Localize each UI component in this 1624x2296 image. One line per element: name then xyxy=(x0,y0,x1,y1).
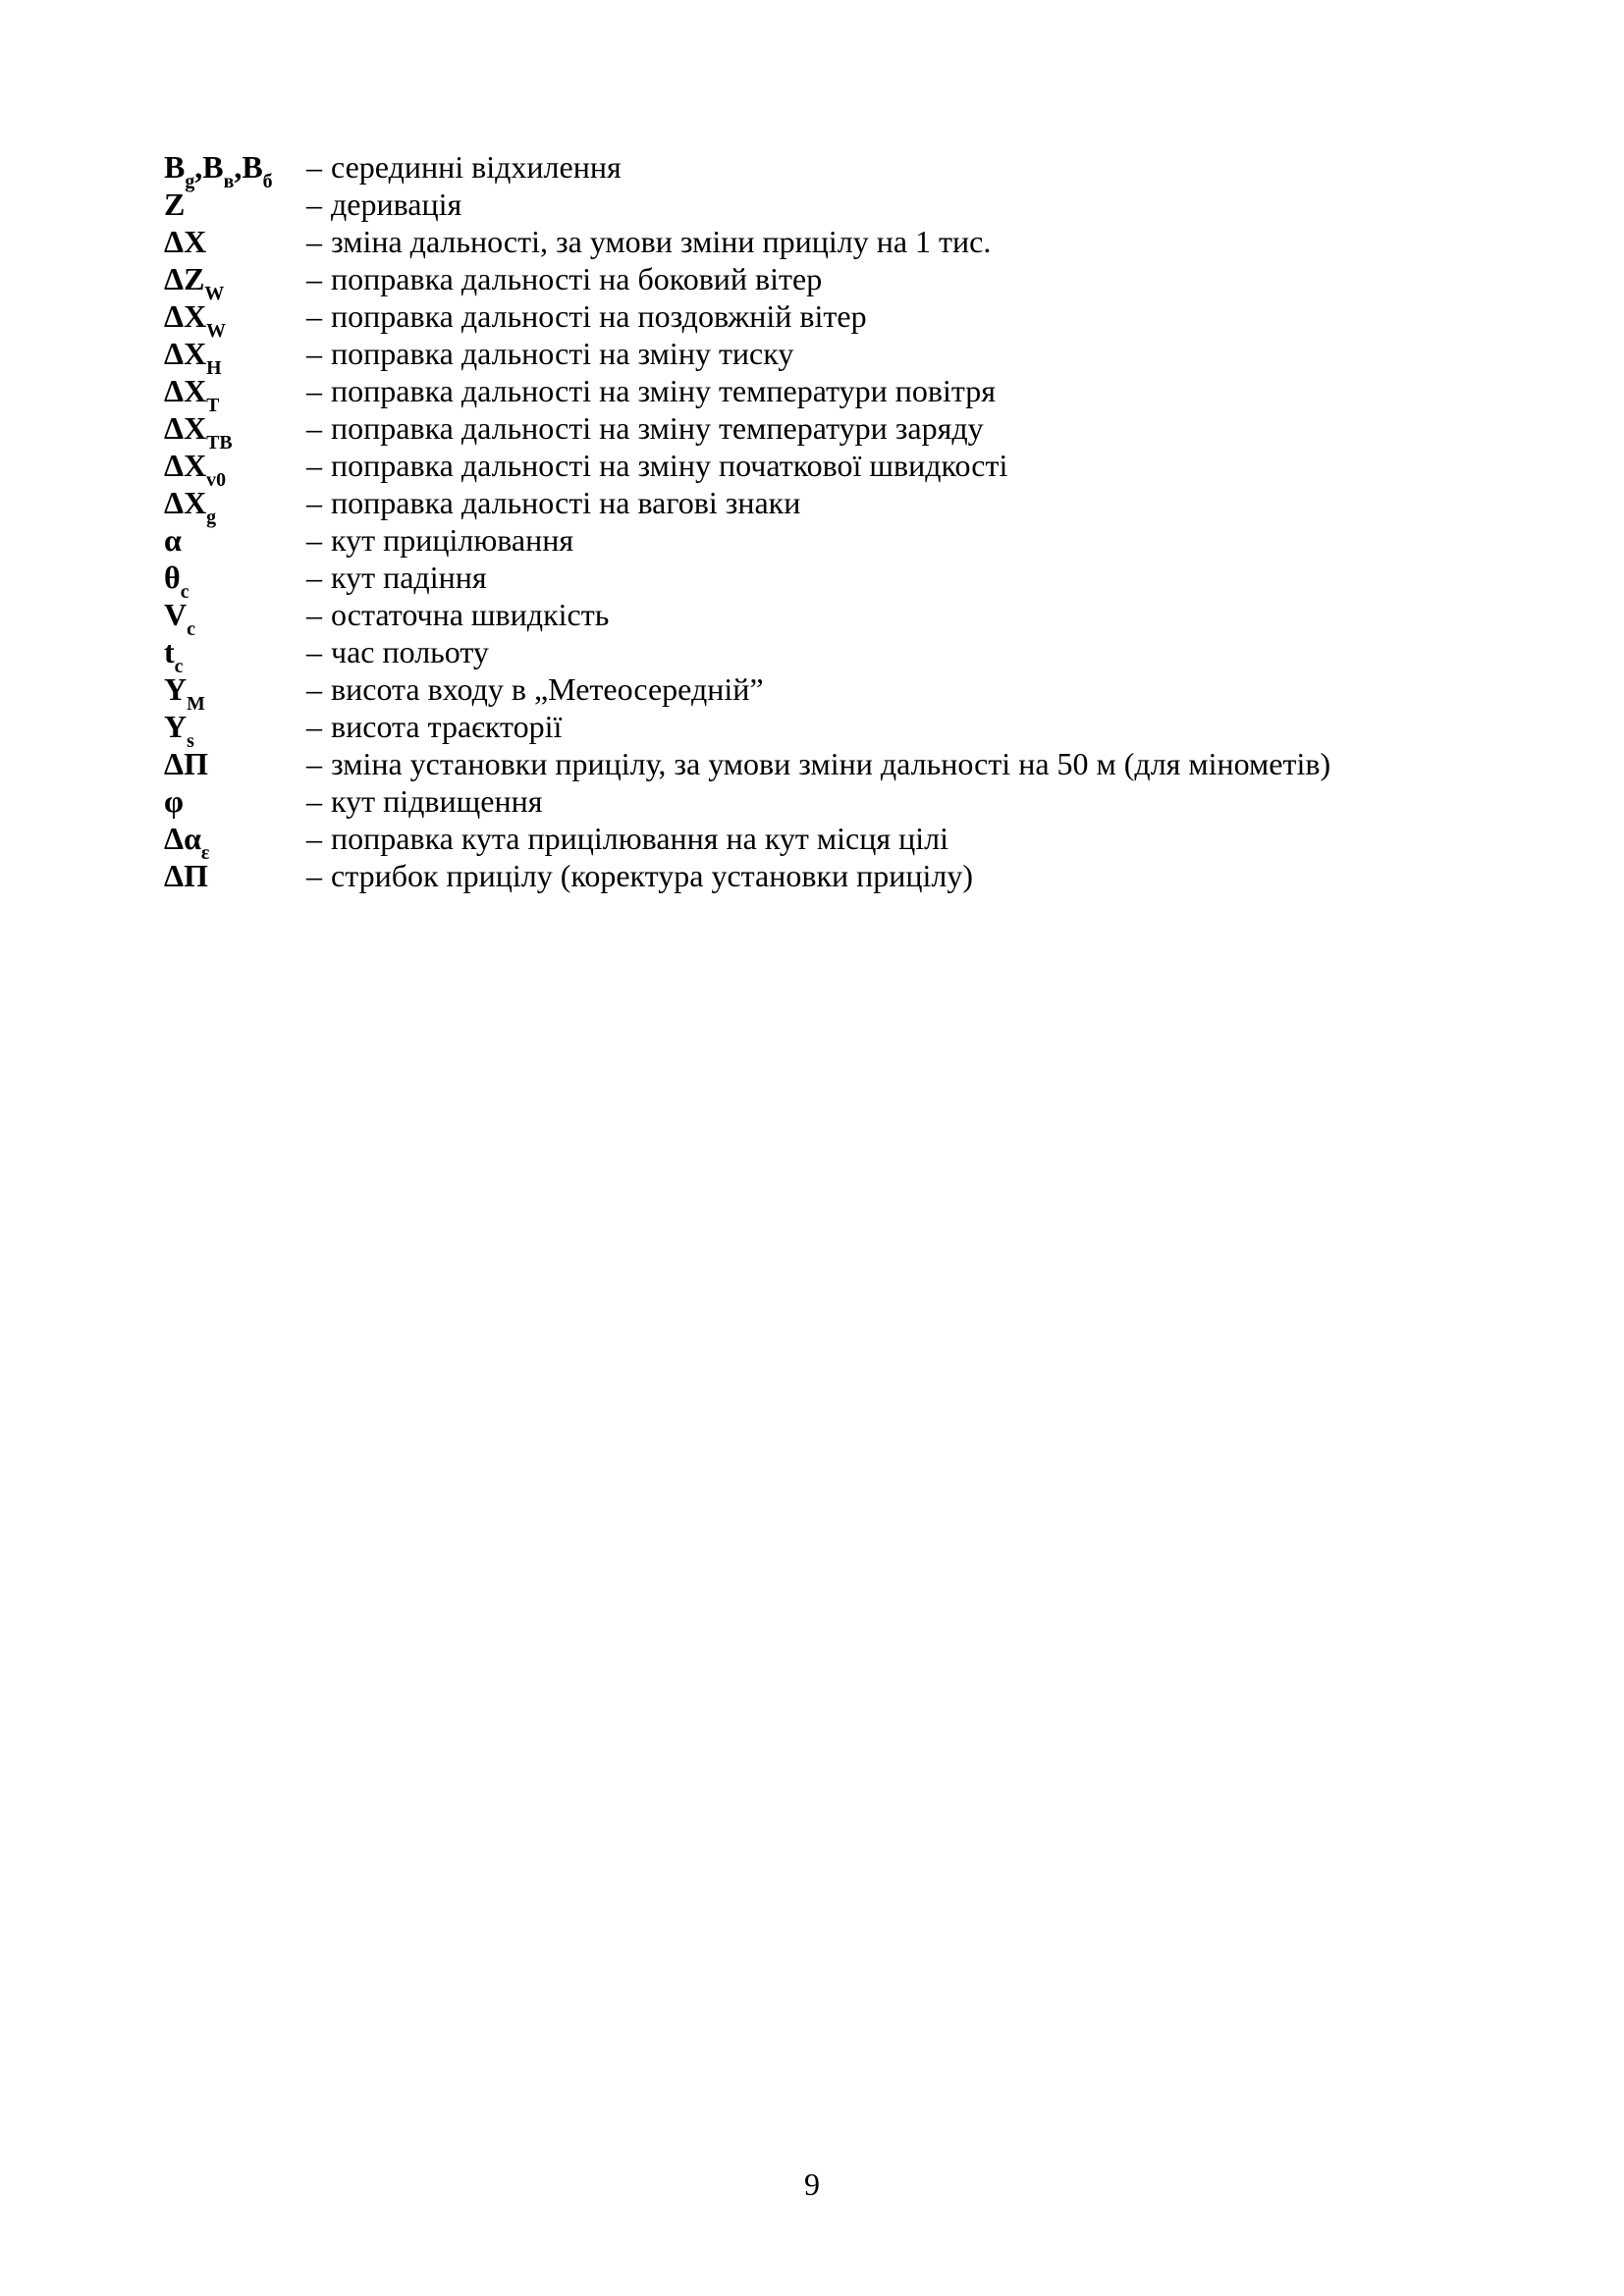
glossary-definition xyxy=(306,186,461,223)
glossary-definition xyxy=(306,521,573,559)
glossary-row xyxy=(164,148,1499,192)
glossary-dash: – xyxy=(306,783,322,819)
glossary-symbol: ΔX xyxy=(164,224,207,259)
glossary-row xyxy=(164,484,1499,528)
glossary-description: кут падіння xyxy=(331,560,487,595)
glossary-symbol: α xyxy=(164,522,182,558)
glossary-row xyxy=(164,521,1499,559)
glossary-row xyxy=(164,335,1499,379)
glossary-definition xyxy=(306,820,948,857)
glossary-dash: – xyxy=(306,410,322,446)
glossary-symbol: $\Delta X_Н$ xyxy=(164,336,222,379)
glossary-definition xyxy=(306,633,489,670)
glossary-description: зміна установки прицілу, за умови зміни дальності на 50 м (для мінометів) xyxy=(331,746,1331,781)
glossary-dash: – xyxy=(306,560,322,595)
glossary-dash: – xyxy=(306,224,322,259)
glossary-dash: – xyxy=(306,261,322,296)
glossary-description: поправка дальності на вагові знаки xyxy=(331,485,801,520)
glossary-definition xyxy=(306,297,867,335)
glossary-row xyxy=(164,633,1499,677)
glossary-row xyxy=(164,670,1499,715)
symbol-glossary xyxy=(164,148,1499,894)
glossary-symbol: ΔП xyxy=(164,858,208,893)
glossary-row xyxy=(164,186,1499,223)
glossary-symbol: $Y_s$ xyxy=(164,709,194,752)
glossary-row xyxy=(164,223,1499,260)
glossary-row xyxy=(164,708,1499,752)
glossary-row xyxy=(164,447,1499,491)
glossary-symbol: $\Delta Z_W$ xyxy=(164,261,225,304)
glossary-symbol: $\Delta X_{v0}$ xyxy=(164,448,226,491)
glossary-symbol: $V_с$ xyxy=(164,597,195,640)
glossary-symbol: φ xyxy=(164,783,184,819)
glossary-description: зміна дальності, за умови зміни прицілу на 1 тис. xyxy=(331,224,992,259)
glossary-description: поправка дальності на зміну температури повітря xyxy=(331,373,996,408)
glossary-definition xyxy=(306,148,622,186)
glossary-row xyxy=(164,820,1499,864)
glossary-description: поправка дальності на боковий вітер xyxy=(331,261,823,296)
glossary-dash: – xyxy=(306,522,322,558)
glossary-description: поправка дальності на зміну тиску xyxy=(331,336,794,371)
glossary-description: деривація xyxy=(331,187,462,222)
glossary-description: серединні відхилення xyxy=(331,149,622,185)
glossary-symbol: $\Delta X_W$ xyxy=(164,298,226,342)
glossary-row xyxy=(164,297,1499,342)
glossary-description: висота траєкторії xyxy=(331,709,563,744)
glossary-definition xyxy=(306,745,1330,782)
glossary-dash: – xyxy=(306,298,322,334)
glossary-row xyxy=(164,857,1499,894)
glossary-dash: – xyxy=(306,373,322,408)
glossary-symbol: ΔП xyxy=(164,746,208,781)
glossary-row xyxy=(164,559,1499,603)
page-number: 9 xyxy=(804,2166,820,2202)
glossary-description: кут прицілювання xyxy=(331,522,574,558)
glossary-symbol: $\Delta\alpha_\varepsilon$ xyxy=(164,821,210,864)
glossary-description: кут підвищення xyxy=(331,783,543,819)
glossary-definition xyxy=(306,559,487,596)
glossary-description: час польоту xyxy=(331,634,489,669)
glossary-definition xyxy=(306,372,996,409)
glossary-dash: – xyxy=(306,709,322,744)
glossary-row xyxy=(164,260,1499,304)
glossary-row xyxy=(164,745,1499,782)
glossary-definition xyxy=(306,260,822,297)
glossary-row xyxy=(164,372,1499,416)
glossary-symbol: $\Delta X_{ТВ}$ xyxy=(164,410,233,454)
glossary-symbol: Z xyxy=(164,187,186,222)
glossary-dash: – xyxy=(306,149,322,185)
glossary-dash: – xyxy=(306,187,322,222)
glossary-symbol: $\Delta X_Т$ xyxy=(164,373,220,416)
glossary-row xyxy=(164,782,1499,820)
glossary-dash: – xyxy=(306,336,322,371)
glossary-definition xyxy=(306,335,793,372)
glossary-definition xyxy=(306,782,542,820)
glossary-definition xyxy=(306,447,1007,484)
glossary-definition xyxy=(306,223,991,260)
glossary-definition xyxy=(306,484,800,521)
glossary-dash: – xyxy=(306,597,322,632)
glossary-description: поправка дальності на зміну початкової швидкості xyxy=(331,448,1008,483)
glossary-row xyxy=(164,596,1499,640)
glossary-description: поправка кута прицілювання на кут місця цілі xyxy=(331,821,948,856)
glossary-symbol: $Y_М$ xyxy=(164,671,205,715)
glossary-description: стрибок прицілу (коректура установки прицілу) xyxy=(331,858,974,893)
glossary-dash: – xyxy=(306,746,322,781)
glossary-description: висота входу в „Метеосередній” xyxy=(331,671,764,707)
glossary-symbol: $\Delta X_g$ xyxy=(164,485,217,528)
glossary-dash: – xyxy=(306,485,322,520)
glossary-symbol: $\theta_с$ xyxy=(164,560,189,603)
glossary-row xyxy=(164,409,1499,454)
glossary-symbol: $t_с$ xyxy=(164,634,184,677)
glossary-definition xyxy=(306,857,973,894)
glossary-definition xyxy=(306,670,764,708)
glossary-dash: – xyxy=(306,821,322,856)
glossary-dash: – xyxy=(306,634,322,669)
glossary-description: остаточна швидкість xyxy=(331,597,610,632)
glossary-definition xyxy=(306,409,984,447)
glossary-dash: – xyxy=(306,448,322,483)
glossary-definition xyxy=(306,708,562,745)
glossary-dash: – xyxy=(306,858,322,893)
glossary-description: поправка дальності на зміну температури заряду xyxy=(331,410,984,446)
glossary-symbol: $B_g,B_в,B_б$ xyxy=(164,149,273,192)
glossary-definition xyxy=(306,596,609,633)
glossary-dash: – xyxy=(306,671,322,707)
glossary-description: поправка дальності на поздовжній вітер xyxy=(331,298,867,334)
